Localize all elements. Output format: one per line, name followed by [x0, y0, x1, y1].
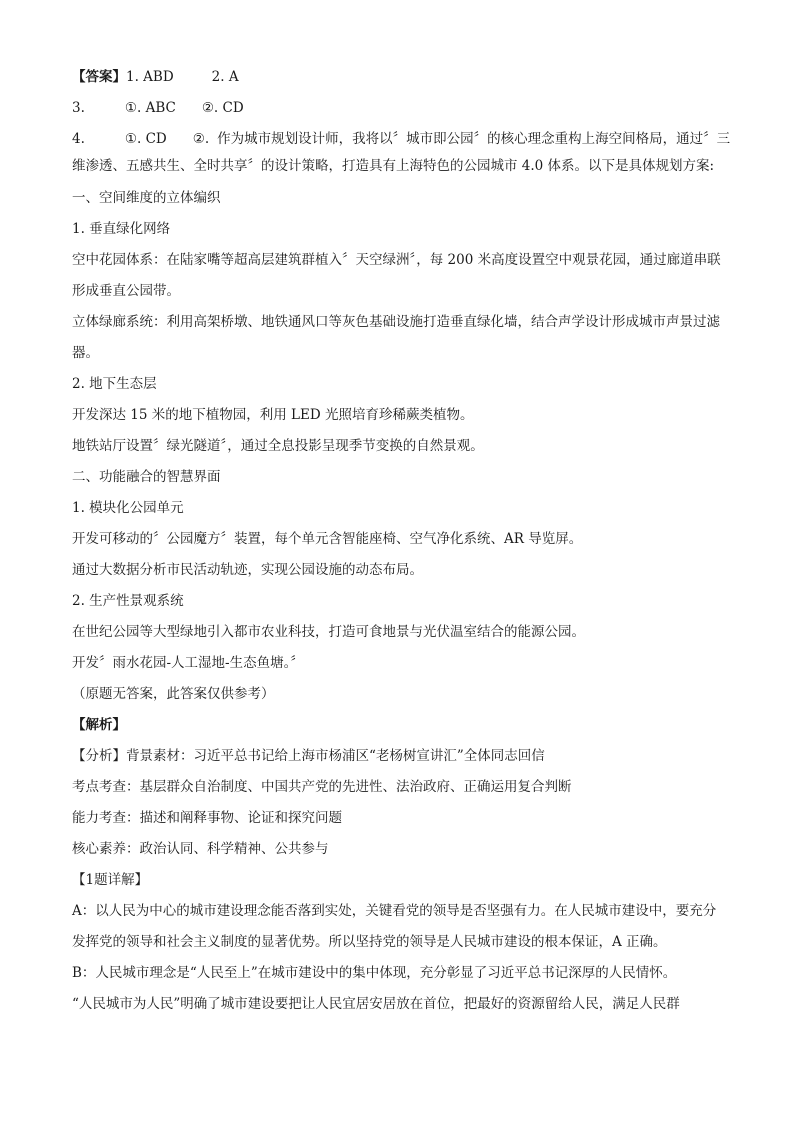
section-1-item-1-paragraph-1: 空中花园体系：在陆家嘴等超高层建筑群植入〞天空绿洲〞，每 200 米高度设置空中观景花园，通过廊道串联形成垂直公园带。 [72, 252, 721, 299]
answer-q4-text-line-1: 作为城市规划设计师，我将以〞城市即公园〞的核心理念重构上海空间格局，通过〞三 [217, 131, 731, 147]
analysis-exam-points: 考点考查：基层群众自治制度、中国共产党的先进性、法治政府、正确运用复合判断 [72, 779, 572, 795]
section-1-item-1-paragraph-2: 立体绿廊系统：利用高架桥墩、地铁通风口等灰色基础设施打造垂直绿化墙，结合声学设计形成城市声景过滤器。 [72, 314, 720, 361]
answer-q4-option-2-label: ②. [192, 131, 210, 147]
section-1-item-2-paragraph-1: 开发深达 15 米的地下植物园，利用 LED 光照培育珍稀蕨类植物。 [72, 407, 474, 423]
analysis-background: 【分析】背景素材：习近平总书记给上海市杨浦区“老杨树宣讲汇”全体同志回信 [72, 748, 545, 764]
answer-row-4 [72, 130, 731, 149]
section-2-item-1-title: 1. 模块化公园单元 [72, 500, 184, 516]
analysis-core-literacy: 核心素养：政治认同、科学精神、公共参与 [72, 841, 329, 857]
option-b-continuation: “人民城市为人民”明确了城市建设要把让人民宜居安居放在首位，把最好的资源留给人民，满足人民群 [72, 996, 680, 1012]
answer-q3-option-1: ①. ABC [124, 100, 176, 116]
section-2-item-2-paragraph-1: 在世纪公园等大型绿地引入都市农业科技，打造可食地景与光伏温室结合的能源公园。 [72, 624, 585, 640]
answer-q3-option-2: ②. CD [201, 100, 244, 116]
answer-q4-number: 4. [72, 131, 85, 147]
answer-q2: 2. A [211, 69, 239, 85]
answer-q1: 1. ABD [126, 69, 174, 85]
answer-q3-number: 3. [72, 100, 85, 116]
section-1-item-2-title: 2. 地下生态层 [72, 376, 157, 392]
answer-row-1-2 [72, 68, 722, 87]
section-1-item-1-title: 1. 垂直绿化网络 [72, 221, 171, 237]
option-b-explanation: B：人民城市理念是“人民至上”在城市建设中的集中体现，充分彰显了习近平总书记深厚的人民情怀。 [72, 965, 677, 981]
section-1-item-2-paragraph-2: 地铁站厅设置〞绿光隧道〞，通过全息投影呈现季节变换的自然景观。 [72, 438, 484, 454]
section-2-item-1-paragraph-1: 开发可移动的〞公园魔方〞装置，每个单元含智能座椅、空气净化系统、AR 导览屏。 [72, 531, 583, 547]
reference-note: （原题无答案，此答案仅供参考） [72, 686, 275, 702]
question-1-detail-header: 【1题详解】 [72, 872, 149, 888]
section-2-item-2-paragraph-2: 开发〞雨水花园-人工湿地-生态鱼塘。〞 [72, 655, 304, 671]
answer-bracket-label: 【答案】 [72, 69, 126, 85]
answer-row-3 [72, 99, 722, 118]
analysis-header: 【解析】 [72, 717, 126, 733]
section-2-item-1-paragraph-2: 通过大数据分析市民活动轨迹，实现公园设施的动态布局。 [72, 562, 423, 578]
answer-q4-text-line-2: 维渗透、五感共生、全时共享〞的设计策略，打造具有上海特色的公园城市 4.0 体系。以下是具体规划方案: [72, 158, 715, 174]
section-2-item-2-title: 2. 生产性景观系统 [72, 593, 184, 609]
document-page [72, 64, 731, 1020]
section-2-title: 二、功能融合的智慧界面 [72, 469, 221, 485]
answer-q4-option-1: ①. CD [124, 131, 167, 147]
section-1-title: 一、空间维度的立体编织 [72, 190, 221, 206]
analysis-ability: 能力考查：描述和阐释事物、论证和探究问题 [72, 810, 342, 826]
option-a-explanation: A：以人民为中心的城市建设理念能否落到实处，关键看党的领导是否坚强有力。在人民城市建设中，要充分发挥党的领导和社会主义制度的显著优势。所以坚持党的领导是人民城市建设的根本保证，A 正确。 [72, 903, 717, 950]
